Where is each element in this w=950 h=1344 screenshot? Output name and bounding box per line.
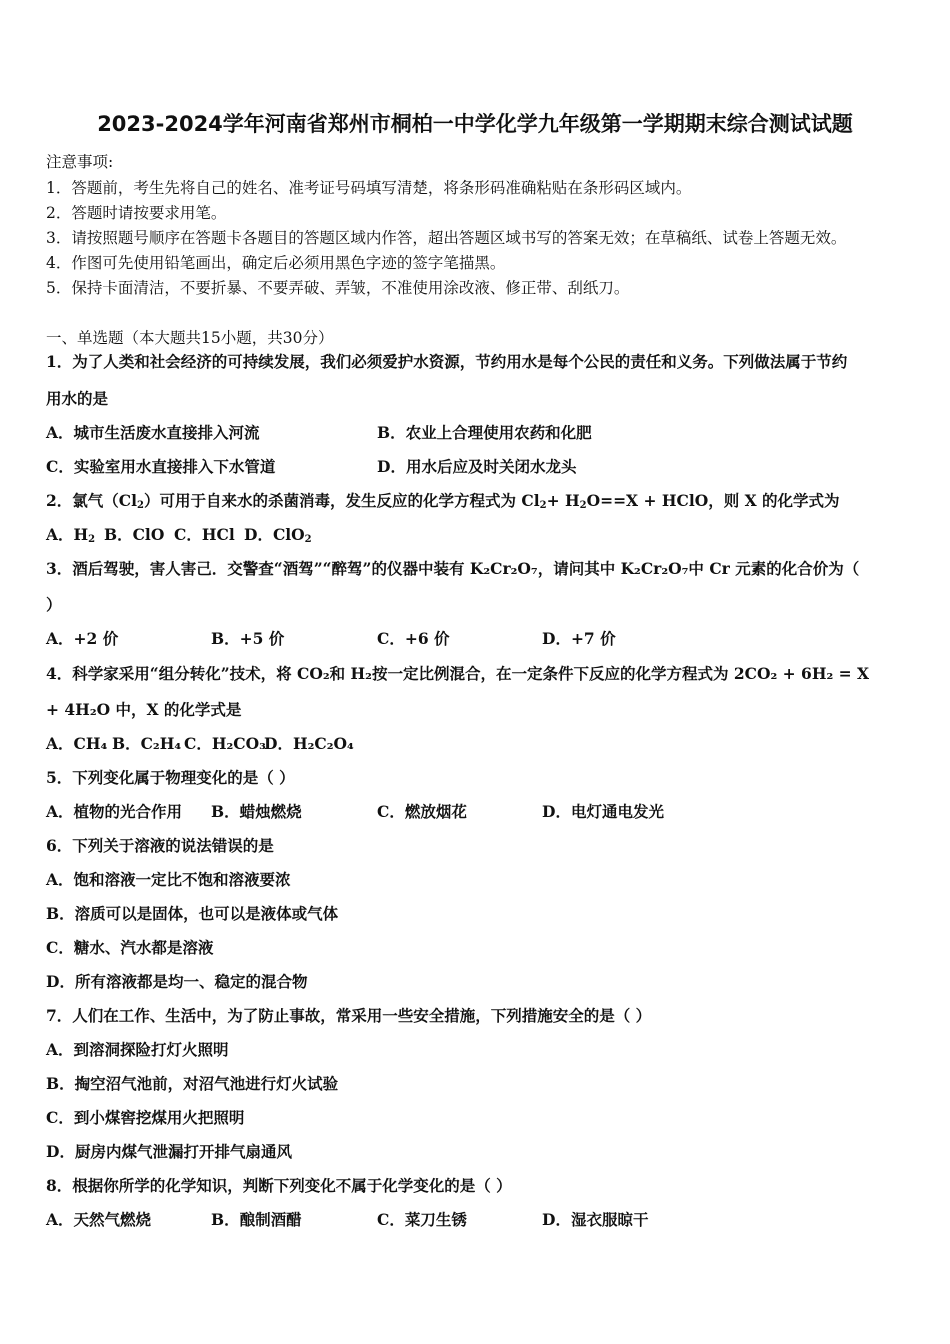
q8-option-b: B．酿制酒醋 <box>211 1210 302 1229</box>
q5-stem: 5．下列变化属于物理变化的是（ ） <box>46 768 295 787</box>
q6-option-a: A．饱和溶液一定比不饱和溶液要浓 <box>46 870 291 889</box>
q1-option-b: B．农业上合理使用农药和化肥 <box>377 423 592 442</box>
q1-option-d: D．用水后应及时关闭水龙头 <box>377 457 577 476</box>
q3-option-d: D．+7 价 <box>542 629 616 648</box>
q7-option-c: C．到小煤窖挖煤用火把照明 <box>46 1108 245 1127</box>
q1-option-c: C．实验室用水直接排入下水管道 <box>46 457 276 476</box>
q2-stem-text: + H <box>546 491 580 510</box>
q4-option-a: A．CH₄ <box>46 734 108 753</box>
subscript: 2 <box>304 534 312 545</box>
q8-stem: 8．根据你所学的化学知识，判断下列变化不属于化学变化的是（ ） <box>46 1176 512 1195</box>
q7-option-b: B．掏空沼气池前，对沼气池进行灯火试验 <box>46 1074 339 1093</box>
q6-option-c: C．糖水、汽水都是溶液 <box>46 938 214 957</box>
q2-stem <box>46 491 840 511</box>
q4-option-d: D．H₂C₂O₄ <box>264 734 354 753</box>
q4-option-c: C．H₂CO₃ <box>184 734 266 753</box>
q2-option-d <box>244 525 312 545</box>
q8-option-d: D．湿衣服晾干 <box>542 1210 649 1229</box>
q8-option-a: A．天然气燃烧 <box>46 1210 152 1229</box>
section-heading: 一、单选题（本大题共15小题，共30分） <box>46 329 334 347</box>
q2-option-a-text: A．H <box>46 525 89 544</box>
notice-item: 2．答题时请按要求用笔。 <box>46 204 227 222</box>
notice-item: 4．作图可先使用铅笔画出，确定后必须用黑色字迹的签字笔描黑。 <box>46 254 506 272</box>
q8-option-c: C．菜刀生锈 <box>377 1210 467 1229</box>
notice-item: 3．请按照题号顺序在答题卡各题目的答题区域内作答，超出答题区域书写的答案无效；在草稿纸、试卷上答题无效。 <box>46 229 847 247</box>
subscript: 2 <box>579 500 587 511</box>
q5-option-a: A．植物的光合作用 <box>46 802 183 821</box>
q3-option-b: B．+5 价 <box>211 629 285 648</box>
q6-option-d: D．所有溶液都是均一、稳定的混合物 <box>46 972 308 991</box>
q7-option-a: A．到溶洞探险打灯火照明 <box>46 1040 229 1059</box>
subscript: 2 <box>539 500 547 511</box>
q3-stem-line1: 3．酒后驾驶，害人害己．交警查“酒驾”“醉驾”的仪器中装有 K₂Cr₂O₇，请问其中 K₂Cr₂O₇中 Cr 元素的化合价为（ <box>46 559 860 578</box>
q2-option-d-text: D．ClO <box>244 525 305 544</box>
notice-item: 5．保持卡面清洁，不要折暴、不要弄破、弄皱，不准使用涂改液、修正带、刮纸刀。 <box>46 279 630 297</box>
notice-heading: 注意事项: <box>46 153 114 171</box>
q2-option-c: C．HCl <box>174 525 235 544</box>
q2-stem-text: ）可用于自来水的杀菌消毒，发生反应的化学方程式为 Cl <box>143 491 540 510</box>
q2-option-b: B．ClO <box>104 525 165 544</box>
subscript: 2 <box>88 534 96 545</box>
q7-stem: 7．人们在工作、生活中，为了防止事故，常采用一些安全措施，下列措施安全的是（ ） <box>46 1006 652 1025</box>
q2-option-a <box>46 525 95 545</box>
notice-item: 1．答题前，考生先将自己的姓名、准考证号码填写清楚，将条形码准确粘贴在条形码区域内。 <box>46 179 692 197</box>
q3-option-c: C．+6 价 <box>377 629 450 648</box>
q6-option-b: B．溶质可以是固体，也可以是液体或气体 <box>46 904 339 923</box>
q4-stem-line1: 4．科学家采用“组分转化”技术，将 CO₂和 H₂按一定比例混合，在一定条件下反应的化学方程式为 2CO₂ + 6H₂ = X <box>46 664 870 683</box>
subscript: 2 <box>137 500 144 511</box>
q5-option-b: B．蜡烛燃烧 <box>211 802 302 821</box>
q3-stem-line2: ） <box>46 595 62 614</box>
q4-option-b: B．C₂H₄ <box>112 734 182 753</box>
q3-option-a: A．+2 价 <box>46 629 119 648</box>
q1-stem-line1: 1．为了人类和社会经济的可持续发展，我们必须爱护水资源，节约用水是每个公民的责任和义务。下列做法属于节约 <box>46 352 848 371</box>
q5-option-c: C．燃放烟花 <box>377 802 467 821</box>
q5-option-d: D．电灯通电发光 <box>542 802 664 821</box>
q2-stem-text: O==X + HClO，则 X 的化学式为 <box>586 491 840 510</box>
q4-stem-line2: + 4H₂O 中，X 的化学式是 <box>46 700 242 719</box>
q1-stem-line2: 用水的是 <box>46 389 109 408</box>
q2-stem-text: 2．氯气（Cl <box>46 491 138 510</box>
q7-option-d: D．厨房内煤气泄漏打开排气扇通风 <box>46 1142 292 1161</box>
page-title: 2023-2024学年河南省郑州市桐柏一中学化学九年级第一学期期末综合测试试题 <box>97 112 853 136</box>
q1-option-a: A．城市生活废水直接排入河流 <box>46 423 260 442</box>
q6-stem: 6．下列关于溶液的说法错误的是 <box>46 836 274 855</box>
